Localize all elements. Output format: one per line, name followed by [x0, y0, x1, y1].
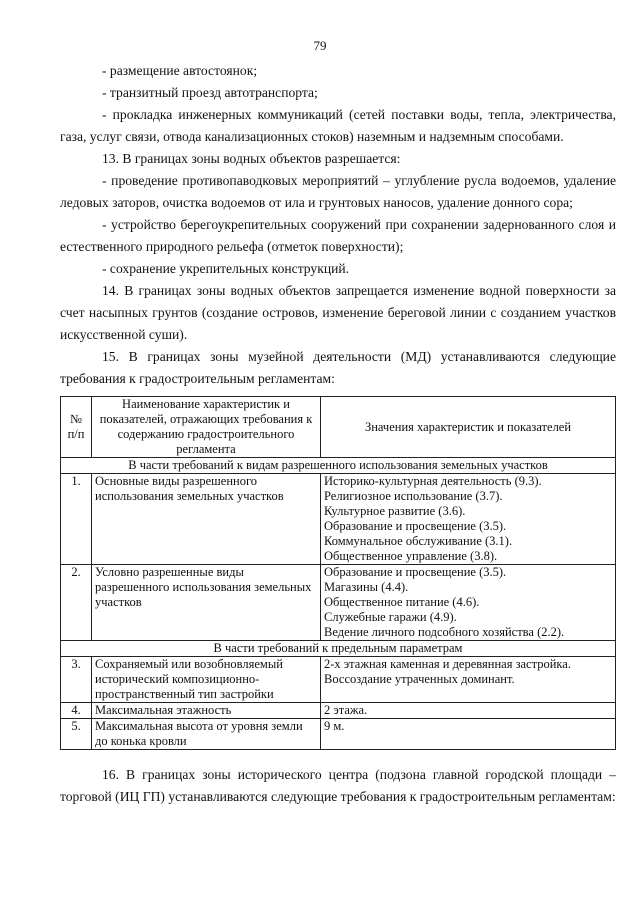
- list-item: - размещение автостоянок;: [102, 63, 258, 78]
- row-name: Сохраняемый или возобновляемый исторический композиционно-пространственный тип застройки: [92, 657, 321, 703]
- row-name: Максимальная высота от уровня земли до конька кровли: [92, 719, 321, 750]
- table-row: [61, 703, 616, 719]
- row-num: 3.: [61, 657, 92, 703]
- row-num: 4.: [61, 703, 92, 719]
- section-title: В части требований к предельным параметрам: [61, 641, 616, 657]
- value-line: Воссоздание утраченных доминант.: [324, 672, 515, 686]
- value-line: Историко-культурная деятельность (9.3).: [324, 474, 542, 488]
- header-num: № п/п: [61, 397, 92, 458]
- list-item: - прокладка инженерных коммуникаций (сетей поставки воды, тепла, электричества, газа, услуг связи, отвода канализационных стоков) наземным и надземным способами.: [60, 107, 616, 144]
- value-line: Общественное питание (4.6).: [324, 595, 480, 609]
- header-name: Наименование характеристик и показателей, отражающих требования к содержанию градостроительного регламента: [92, 397, 321, 458]
- row-num: 1.: [61, 474, 92, 565]
- paragraph-13: 13. В границах зоны водных объектов разрешается:: [102, 151, 401, 166]
- value-line: Религиозное использование (3.7).: [324, 489, 503, 503]
- row-num: 2.: [61, 565, 92, 641]
- table-row: [61, 719, 616, 750]
- value-line: Образование и просвещение (3.5).: [324, 519, 507, 533]
- page-number: 79: [313, 38, 327, 53]
- value-line: Служебные гаражи (4.9).: [324, 610, 457, 624]
- row-values: [321, 474, 616, 565]
- row-name: Условно разрешенные виды разрешенного использования земельных участков: [92, 565, 321, 641]
- table-row: [61, 565, 616, 641]
- value-line: Ведение личного подсобного хозяйства (2.2).: [324, 625, 565, 639]
- table-row: [61, 657, 616, 703]
- list-item: - сохранение укрепительных конструкций.: [102, 261, 350, 276]
- row-name: Максимальная этажность: [92, 703, 321, 719]
- value-line: Магазины (4.4).: [324, 580, 409, 594]
- paragraph-14: 14. В границах зоны водных объектов запрещается изменение водной поверхности за счет насыпных грунтов (создание островов, изменение береговой линии с созданием участков искусственной суши).: [60, 283, 616, 342]
- list-item: - устройство берегоукрепительных сооружений при сохранении задернованного слоя и естественного природного рельефа (отметок поверхности);: [60, 217, 616, 254]
- paragraph-15: 15. В границах зоны музейной деятельности (МД) устанавливаются следующие требования к градостроительным регламентам:: [60, 349, 616, 386]
- table-row: [61, 474, 616, 565]
- table-section-row: [61, 458, 616, 474]
- row-value: 2 этажа.: [321, 703, 616, 719]
- row-values: [321, 657, 616, 703]
- value-line: Коммунальное обслуживание (3.1).: [324, 534, 513, 548]
- row-value: 9 м.: [321, 719, 616, 750]
- value-line: Общественное управление (3.8).: [324, 549, 498, 563]
- header-values: Значения характеристик и показателей: [321, 397, 616, 458]
- row-name: Основные виды разрешенного использования земельных участков: [92, 474, 321, 565]
- requirements-table: [60, 396, 616, 750]
- value-line: Культурное развитие (3.6).: [324, 504, 466, 518]
- value-line: Образование и просвещение (3.5).: [324, 565, 507, 579]
- paragraph-16: 16. В границах зоны исторического центра (подзона главной городской площади – торговой (ИЦ ГП) устанавливаются следующие требования к градостроительным регламентам:: [60, 767, 616, 804]
- document-body: [60, 60, 616, 808]
- table-section-row: [61, 641, 616, 657]
- table-header-row: [61, 397, 616, 458]
- section-title: В части требований к видам разрешенного использования земельных участков: [61, 458, 616, 474]
- value-line: 2-х этажная каменная и деревянная застройка.: [324, 657, 571, 671]
- list-item: - проведение противопаводковых мероприятий – углубление русла водоемов, удаление ледовых заторов, очистка водоемов от ила и грунтовых наносов, удаление донного сора;: [60, 173, 616, 210]
- row-num: 5.: [61, 719, 92, 750]
- row-values: [321, 565, 616, 641]
- list-item: - транзитный проезд автотранспорта;: [102, 85, 318, 100]
